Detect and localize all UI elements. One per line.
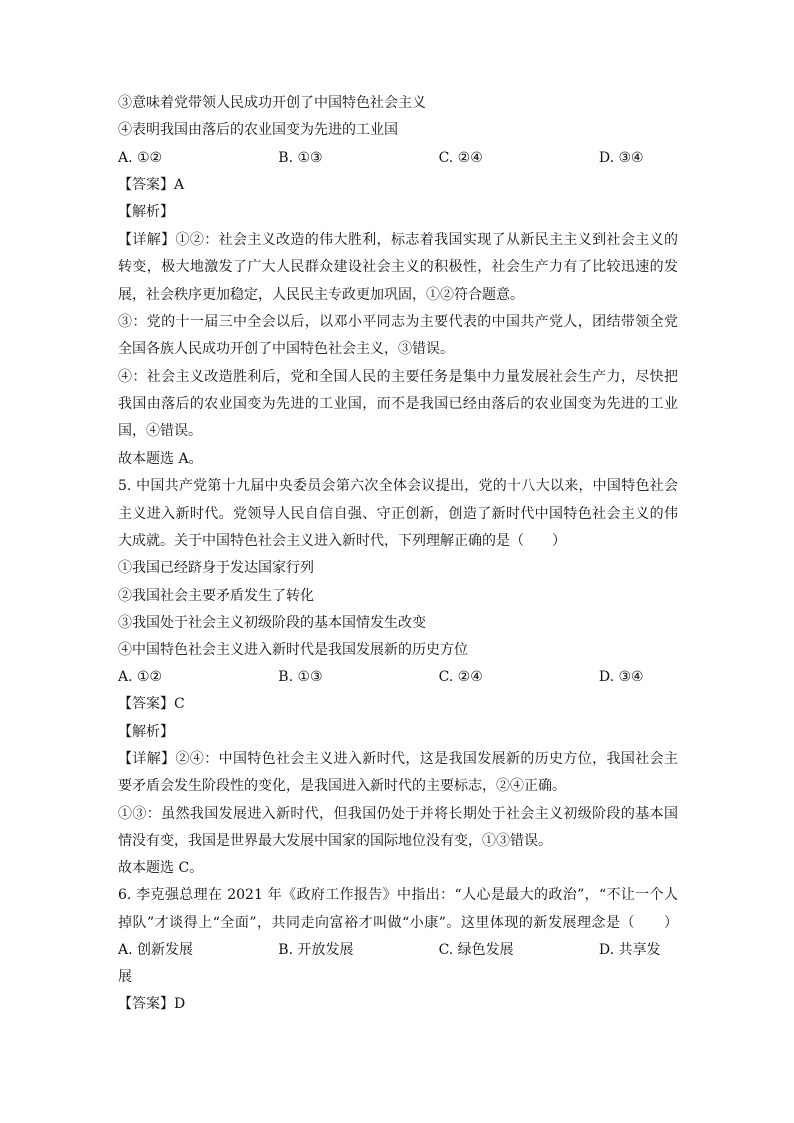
q4-explanation-line: 全国各族人民成功开创了中国特色社会主义，③错误。 bbox=[118, 341, 454, 357]
q4-explanation-line: 展，社会秩序更加稳定，人民民主专政更加巩固，①②符合题意。 bbox=[118, 287, 524, 303]
q5-explanation-line: ①③：虽然我国发展进入新时代，但我国仍处于并将长期处于社会主义初级阶段的基本国 bbox=[118, 806, 678, 822]
q5-item-1: ①我国已经跻身于发达国家行列 bbox=[118, 560, 314, 576]
q4-item-4: ④表明我国由落后的农业国变为先进的工业国 bbox=[118, 122, 398, 138]
q5-explanation-line: 要矛盾会发生阶段性的变化，是我国进入新时代的主要标志，②④正确。 bbox=[118, 778, 566, 794]
q5-conclusion: 故本题选 C。 bbox=[118, 860, 204, 876]
q5-option-d: D. ③④ bbox=[598, 669, 644, 685]
q5-answer: 【答案】C bbox=[118, 696, 185, 712]
q5-item-2: ②我国社会主要矛盾发生了转化 bbox=[118, 588, 314, 604]
q4-explanation-line: 国，④错误。 bbox=[118, 423, 202, 439]
q4-option-b: B. ①③ bbox=[278, 150, 323, 166]
q5-analysis-label: 【解析】 bbox=[118, 724, 174, 740]
q5-explanation-line: 情没有变，我国是世界最大发展中国家的国际地位没有变，①③错误。 bbox=[118, 833, 552, 849]
q4-explanation-line: 【详解】①②：社会主义改造的伟大胜利，标志着我国实现了从新民主主义到社会主义的 bbox=[118, 232, 678, 248]
q6-option-b: B. 开放发展 bbox=[278, 942, 354, 958]
q4-options bbox=[118, 145, 678, 172]
q4-item-3: ③意味着党带领人民成功开创了中国特色社会主义 bbox=[118, 95, 426, 111]
q4-option-c: C. ②④ bbox=[438, 150, 483, 166]
q4-option-d: D. ③④ bbox=[598, 150, 644, 166]
q6-option-c: C. 绿色发展 bbox=[438, 942, 514, 958]
q5-stem-line: 主义进入新时代。党领导人民自信自强、守正创新，创造了新时代中国特色社会主义的伟 bbox=[118, 506, 678, 522]
q4-explanation-line: 转变，极大地激发了广大人民群众建设社会主义的积极性，社会生产力有了比较迅速的发 bbox=[118, 259, 678, 275]
q6-option-a: A. 创新发展 bbox=[118, 942, 194, 958]
q6-option-d-wrap: 展 bbox=[118, 969, 132, 985]
q5-options bbox=[118, 664, 678, 691]
q4-answer: 【答案】A bbox=[118, 177, 185, 193]
q5-option-c: C. ②④ bbox=[438, 669, 483, 685]
q5-stem-line: 大成就。关于中国特色社会主义进入新时代，下列理解正确的是（ ） bbox=[118, 533, 566, 549]
q6-options bbox=[118, 937, 678, 964]
q4-explanation-line: ④：社会主义改造胜利后，党和全国人民的主要任务是集中力量发展社会生产力，尽快把 bbox=[118, 369, 678, 385]
q6-stem-line: 6. 李克强总理在 2021 年《政府工作报告》中指出：“人心是最大的政治”，“不让一个人 bbox=[118, 887, 678, 903]
q5-explanation-line: 【详解】②④：中国特色社会主义进入新时代，这是我国发展新的历史方位，我国社会主 bbox=[118, 751, 678, 767]
q4-conclusion: 故本题选 A。 bbox=[118, 451, 203, 467]
q5-item-4: ④中国特色社会主义进入新时代是我国发展新的历史方位 bbox=[118, 642, 468, 658]
q5-item-3: ③我国处于社会主义初级阶段的基本国情发生改变 bbox=[118, 615, 426, 631]
q4-explanation-line: ③：党的十一届三中全会以后，以邓小平同志为主要代表的中国共产党人，团结带领全党 bbox=[118, 314, 678, 330]
q5-stem-line: 5. 中国共产党第十九届中央委员会第六次全体会议提出，党的十八大以来，中国特色社会 bbox=[118, 478, 678, 494]
q4-explanation-line: 我国由落后的农业国变为先进的工业国，而不是我国已经由落后的农业国变为先进的工业 bbox=[118, 396, 678, 412]
q4-option-a: A. ①② bbox=[118, 150, 163, 166]
q4-analysis-label: 【解析】 bbox=[118, 204, 174, 220]
q6-answer: 【答案】D bbox=[118, 996, 186, 1012]
q5-option-b: B. ①③ bbox=[278, 669, 323, 685]
q6-option-d: D. 共享发 bbox=[598, 942, 661, 958]
q5-option-a: A. ①② bbox=[118, 669, 163, 685]
q6-stem-line: 掉队”才谈得上“全面”，共同走向富裕才叫做“小康”。这里体现的新发展理念是（ ） bbox=[118, 915, 678, 931]
